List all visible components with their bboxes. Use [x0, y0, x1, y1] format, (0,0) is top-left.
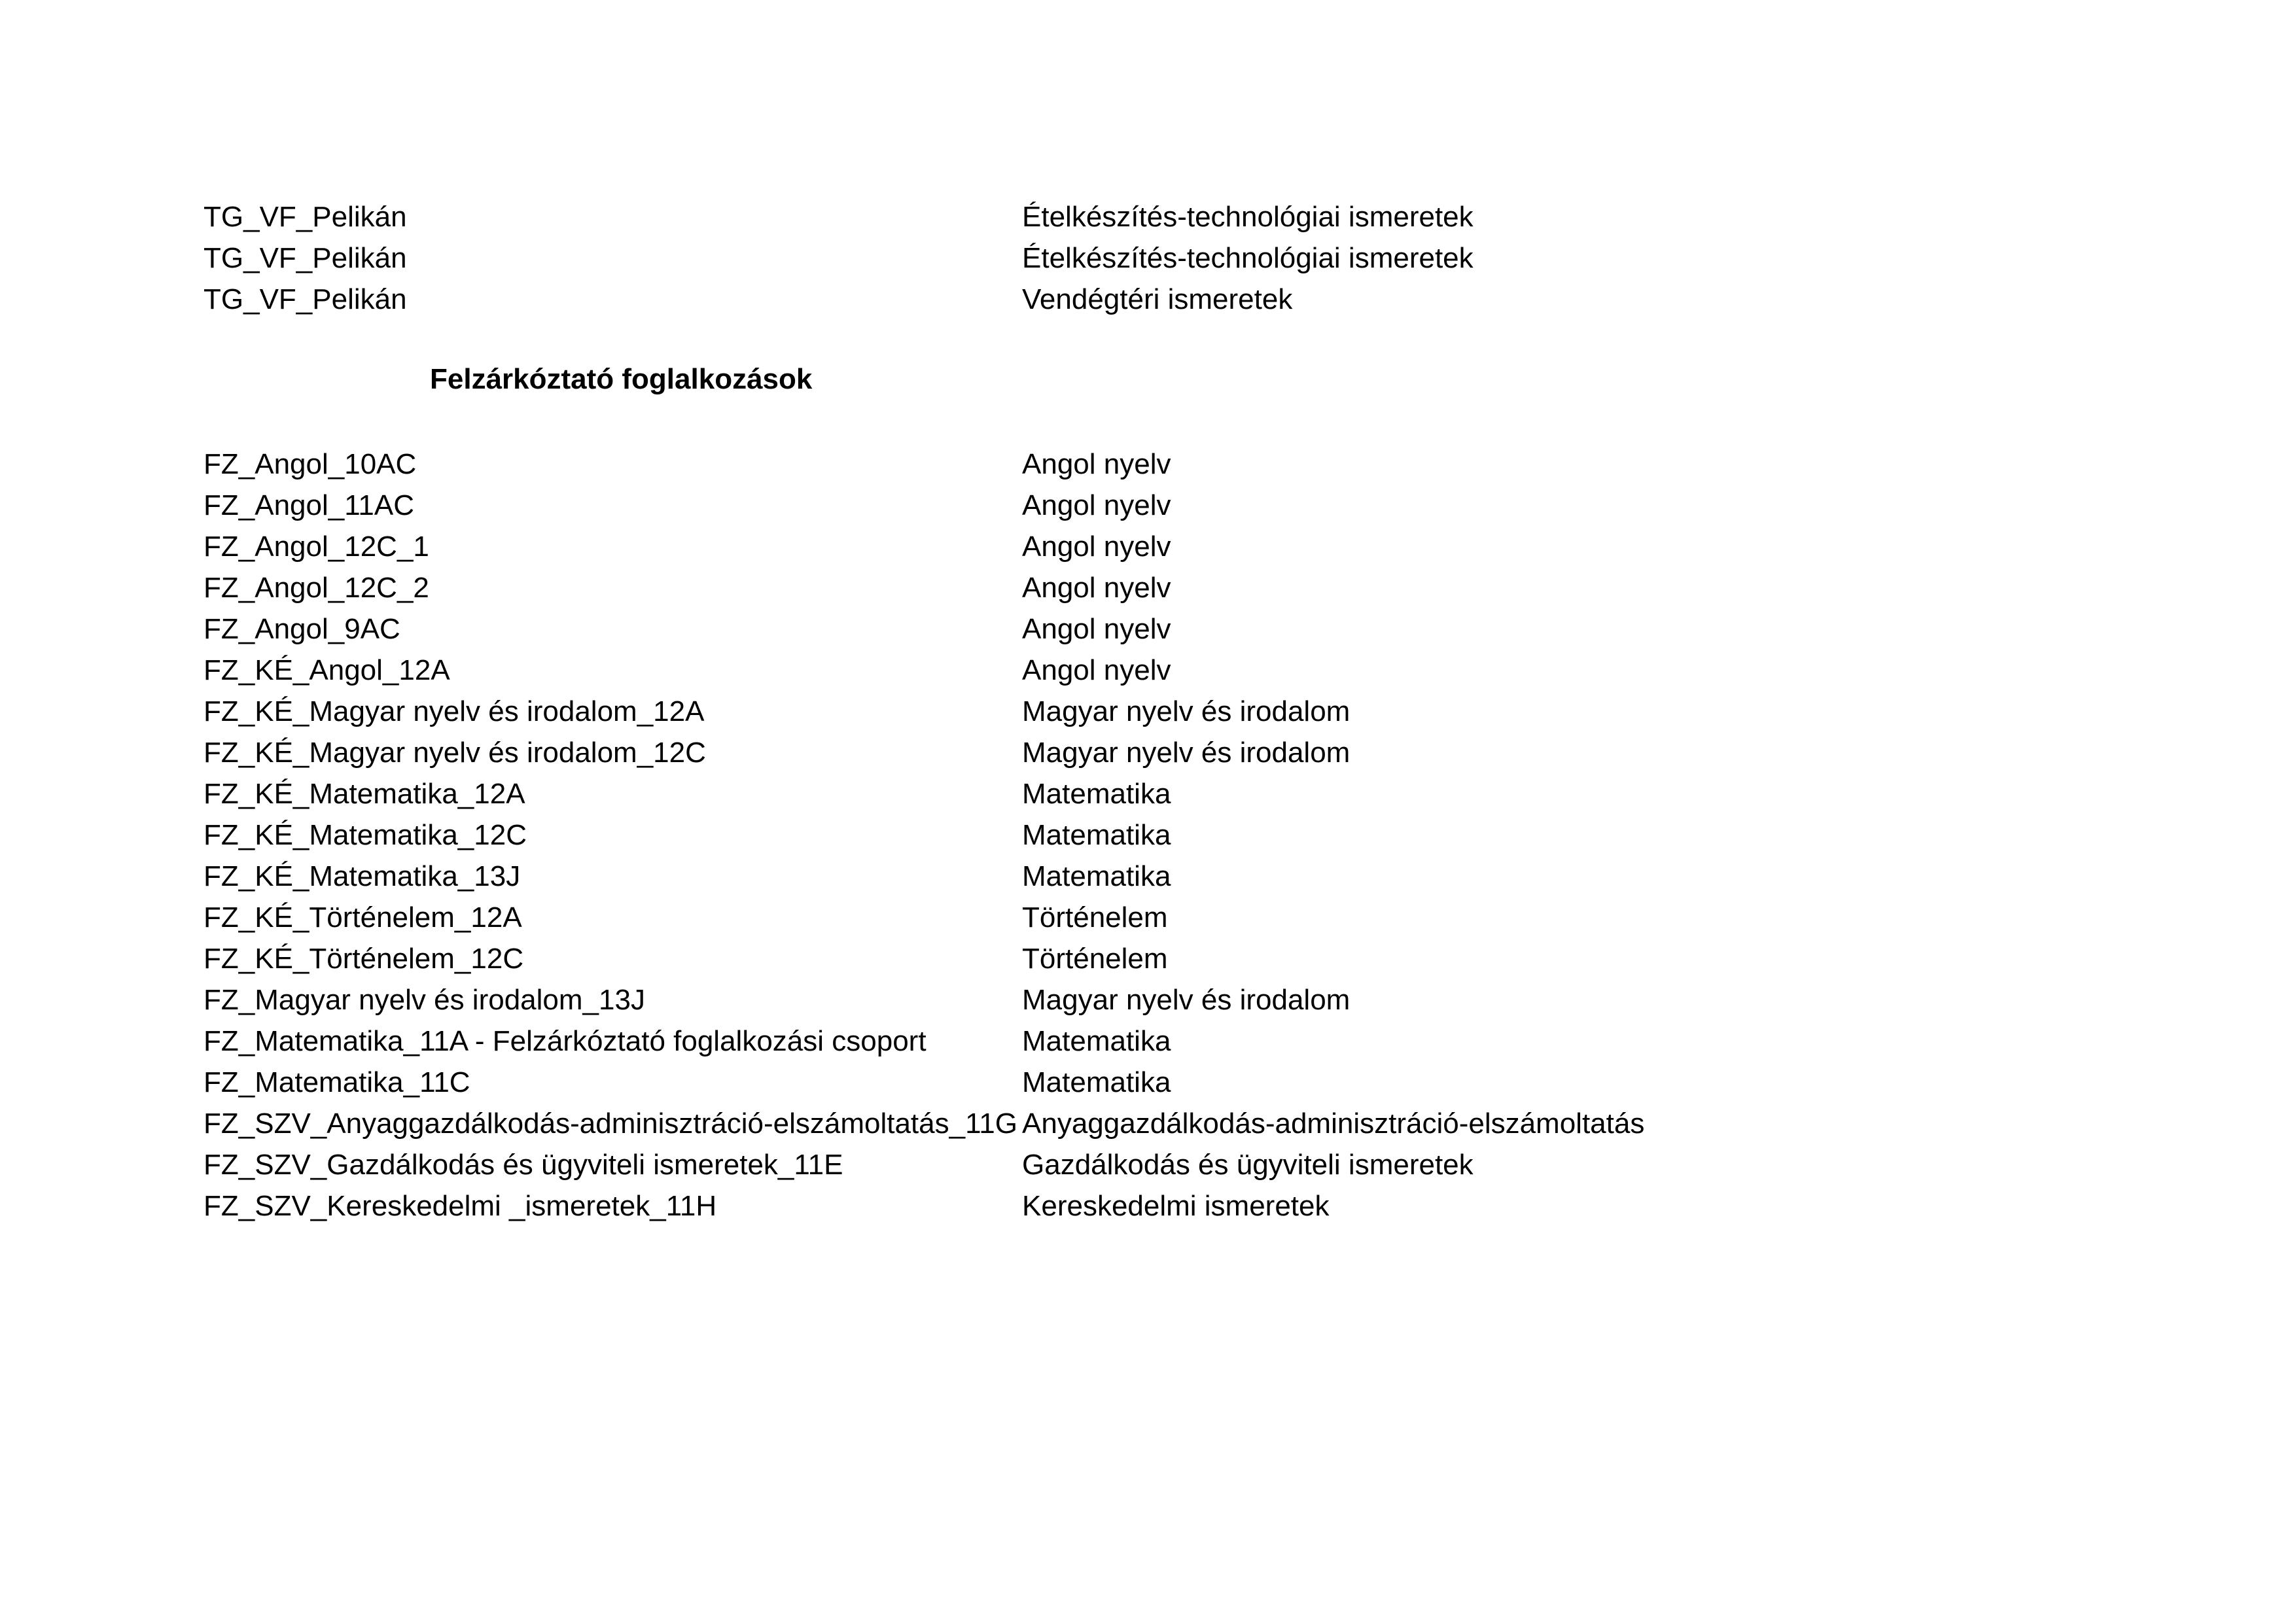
table-row: [0, 1021, 2296, 1062]
group-code: FZ_KÉ_Matematika_13J: [203, 860, 521, 892]
table-row: [0, 650, 2296, 691]
subject-name: Angol nyelv: [1022, 531, 1171, 563]
table-row: [0, 238, 2296, 279]
table-row: [0, 939, 2296, 979]
subject-name: Matematika: [1022, 860, 1171, 892]
subject-name: Matematika: [1022, 778, 1171, 810]
section-title: Felzárkóztató foglalkozások: [430, 363, 813, 395]
subject-name: Matematika: [1022, 1066, 1171, 1098]
subject-name: Angol nyelv: [1022, 613, 1171, 645]
group-code: FZ_KÉ_Angol_12A: [203, 654, 450, 686]
subject-name: Ételkészítés-technológiai ismeretek: [1022, 242, 1474, 274]
subject-name: Angol nyelv: [1022, 489, 1171, 521]
group-code: FZ_KÉ_Történelem_12A: [203, 901, 522, 934]
group-code: FZ_Magyar nyelv és irodalom_13J: [203, 984, 645, 1016]
group-code: FZ_Angol_9AC: [203, 613, 400, 645]
group-code: FZ_Matematika_11A - Felzárkóztató foglalkozási csoport: [203, 1025, 927, 1057]
table-row: [0, 279, 2296, 320]
table-row: [0, 1104, 2296, 1144]
subject-name: Magyar nyelv és irodalom: [1022, 737, 1351, 769]
subject-name: Magyar nyelv és irodalom: [1022, 984, 1351, 1016]
table-row: [0, 815, 2296, 856]
table-row: [0, 568, 2296, 608]
subject-name: Vendégtéri ismeretek: [1022, 283, 1293, 315]
group-code: FZ_KÉ_Matematika_12A: [203, 778, 525, 810]
group-code: FZ_Angol_10AC: [203, 448, 417, 480]
table-row: [0, 1062, 2296, 1103]
subject-name: Angol nyelv: [1022, 654, 1171, 686]
table-row: [0, 485, 2296, 526]
subject-name: Ételkészítés-technológiai ismeretek: [1022, 201, 1474, 233]
table-row: [0, 733, 2296, 773]
group-code: FZ_KÉ_Magyar nyelv és irodalom_12C: [203, 737, 706, 769]
subject-name: Matematika: [1022, 1025, 1171, 1057]
group-code: TG_VF_Pelikán: [203, 242, 407, 274]
group-code: FZ_KÉ_Matematika_12C: [203, 819, 527, 851]
group-code: FZ_SZV_Anyaggazdálkodás-adminisztráció-elszámoltatás_11G: [203, 1108, 1017, 1140]
table-row: [0, 774, 2296, 814]
group-code: FZ_Matematika_11C: [203, 1066, 470, 1098]
group-code: FZ_Angol_11AC: [203, 489, 415, 521]
table-row: [0, 1145, 2296, 1185]
table-row: [0, 898, 2296, 938]
subject-name: Történelem: [1022, 943, 1168, 975]
subject-name: Angol nyelv: [1022, 448, 1171, 480]
group-code: FZ_SZV_Kereskedelmi _ismeretek_11H: [203, 1190, 717, 1222]
table-row: [0, 691, 2296, 732]
subject-name: Matematika: [1022, 819, 1171, 851]
table-row: [0, 527, 2296, 567]
group-code: FZ_KÉ_Magyar nyelv és irodalom_12A: [203, 695, 705, 727]
subject-name: Angol nyelv: [1022, 572, 1171, 604]
subject-name: Történelem: [1022, 901, 1168, 934]
subject-name: Gazdálkodás és ügyviteli ismeretek: [1022, 1149, 1474, 1181]
group-code: TG_VF_Pelikán: [203, 201, 407, 233]
subject-name: Kereskedelmi ismeretek: [1022, 1190, 1330, 1222]
table-row: [0, 197, 2296, 237]
table-row: [0, 1186, 2296, 1227]
group-code: TG_VF_Pelikán: [203, 283, 407, 315]
group-code: FZ_Angol_12C_1: [203, 531, 429, 563]
table-row: [0, 609, 2296, 650]
group-code: FZ_SZV_Gazdálkodás és ügyviteli ismeretek_11E: [203, 1149, 843, 1181]
table-row: [0, 980, 2296, 1021]
group-code: FZ_Angol_12C_2: [203, 572, 429, 604]
subject-name: Anyaggazdálkodás-adminisztráció-elszámoltatás: [1022, 1108, 1645, 1140]
table-row: [0, 444, 2296, 485]
group-code: FZ_KÉ_Történelem_12C: [203, 943, 524, 975]
table-row: [0, 856, 2296, 897]
subject-name: Magyar nyelv és irodalom: [1022, 695, 1351, 727]
